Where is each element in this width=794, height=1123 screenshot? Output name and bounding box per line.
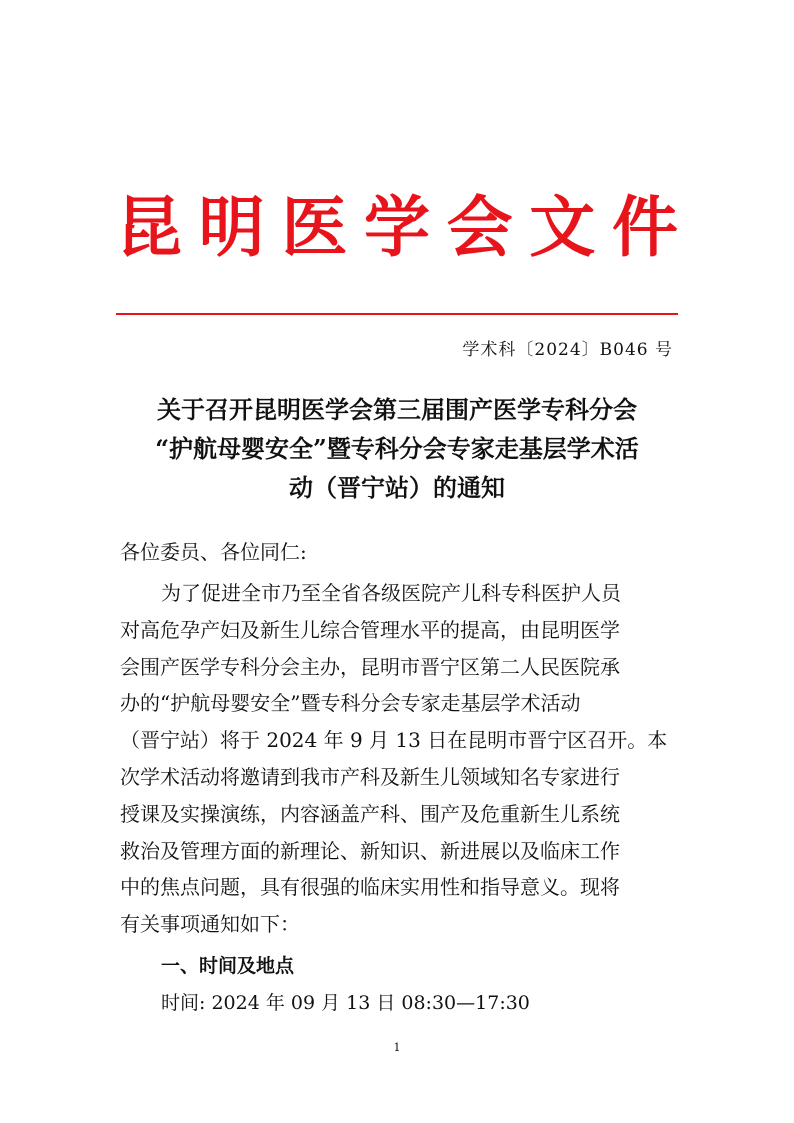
masthead-char: 明 [198,189,265,266]
body-line: 次学术活动将邀请到我市产科及新生儿领域知名专家进行 [120,764,620,789]
body-line: （晋宁站）将于 2024 年 9 月 13 日在昆明市晋宁区召开。本 [120,728,668,753]
body-line: 授课及实操演练，内容涵盖产科、围产及危重新生儿系统 [120,801,620,826]
masthead-char: 会 [446,189,513,266]
document-title [116,390,678,507]
title-line: 关于召开昆明医学会第三届围产医学专科分会 [157,395,637,424]
section-heading-time-location: 一、时间及地点 [161,955,295,977]
salutation: 各位委员、各位同仁: [120,540,307,564]
title-line: “护航母婴安全”暨专科分会专家走基层学术活 [155,434,639,463]
masthead-char: 学 [363,189,430,266]
body-paragraph [120,575,680,943]
event-time: 时间: 2024 年 09 月 13 日 08:30—17:30 [161,992,530,1014]
body-line: 中的焦点问题，具有很强的临床实用性和指导意义。现将 [120,875,620,900]
body-line: 办的“护航母婴安全”暨专科分会专家走基层学术活动 [120,691,581,716]
red-divider-line [116,313,678,315]
body-line: 为了促进全市乃至全省各级医院产儿科专科医护人员 [161,581,621,605]
masthead-char: 昆 [116,189,182,266]
document-number: 学术科〔2024〕B046 号 [462,340,673,360]
body-line: 救治及管理方面的新理论、新知识、新进展以及临床工作 [120,838,620,863]
masthead-char: 文 [529,189,596,266]
masthead-char: 件 [611,189,678,266]
title-line: 动（晋宁站）的通知 [289,473,505,502]
body-line: 会围产医学专科分会主办，昆明市晋宁区第二人民医院承 [120,654,620,679]
body-line: 对高危孕产妇及新生儿综合管理水平的提高，由昆明医学 [120,617,620,642]
masthead-char: 医 [281,189,348,266]
document-masthead [116,178,678,278]
body-line: 有关事项通知如下： [120,912,300,937]
page-number: 1 [393,1041,401,1054]
